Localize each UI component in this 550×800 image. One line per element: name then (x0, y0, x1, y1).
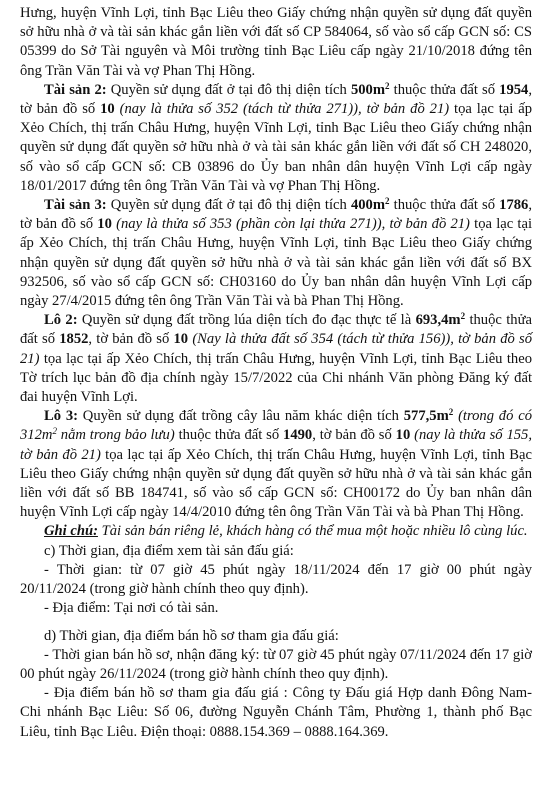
asset-3-text: Quyền sử dụng đất ở tại đô thị diện tích (106, 197, 351, 214)
lot-2-paragraph (20, 311, 532, 407)
lot-3-map-number: 10 (395, 427, 411, 444)
lot-3-note: (nay là thửa số 155, tờ bản đồ 21) (20, 427, 532, 463)
asset-2-text: , tờ bản đồ số (20, 81, 532, 118)
lot-2-text: Quyền sử dụng đất trồng lúa diện tích đo đạc thực tế là (77, 312, 416, 329)
note-paragraph (20, 522, 532, 541)
section-c-time: - Thời gian: từ 07 giờ 45 phút ngày 18/11/2024 đến 17 giờ 00 phút ngày 20/11/2024 (trong giờ hành chính theo quy định). (20, 561, 532, 598)
asset-3-area (351, 197, 390, 213)
asset-2-area-unit-sup: 2 (385, 80, 390, 91)
lot-3-paragraph (20, 407, 532, 522)
asset-3-text: thuộc thửa đất số (389, 197, 500, 214)
asset-2-map-number: 10 (100, 101, 115, 118)
asset-2-note: (nay là thửa số 352 (tách từ thửa 271)), tờ bản đồ 21) (119, 101, 450, 118)
lot-3-area-unit-sup: 2 (448, 407, 454, 418)
asset-3-parcel-number: 1786 (499, 197, 529, 214)
section-c-place: - Địa điểm: Tại nơi có tài sản. (44, 600, 219, 617)
lot-2-map-number: 10 (173, 331, 189, 348)
asset-2-text: tọa lạc tại ấp Xẻo Chích, thị trấn Châu Hưng, huyện Vĩnh Lợi, tỉnh Bạc Liêu theo Giấy chứng nhận quyền sử dụng đất quyền sở hữu nhà ở và tài sản khác gắn liền với đất số CH 248020, số vào sổ cấp GCN số: CB 03896 do Ủy ban nhân dân huyện Vĩnh Lợi cấp ngày 18/01/2017 đứng tên ông Trần Văn Tài và vợ Phan Thị Hồng. (20, 101, 533, 194)
lot-2-label: Lô 2: (44, 312, 78, 329)
asset-3-paragraph (20, 196, 532, 311)
note-label: Ghi chú: (44, 523, 98, 540)
lot-3-text: Quyền sử dụng đất trồng cây lâu năm khác diện tích (78, 408, 404, 425)
lot-3-area (404, 408, 454, 424)
asset-3-text: , tờ bản đồ số (20, 197, 532, 233)
asset-3-map-number: 10 (97, 216, 112, 233)
lot-3-label: Lô 3: (44, 408, 78, 425)
lot-2-text: thuộc thửa đất số (20, 312, 532, 348)
lot-3-text: , tờ bản đồ số (312, 427, 396, 444)
asset-3-note: (nay là thửa số 353 (phần còn lại thửa 271)), tờ bản đồ 21) (116, 216, 470, 233)
section-d-time: - Thời gian bán hồ sơ, nhận đăng ký: từ 07 giờ 45 phút ngày 07/11/2024 đến 17 giờ 00 phút ngày 26/11/2024 (trong giờ hành chính theo quy định). (20, 646, 532, 682)
asset-2-label: Tài sản 2: (44, 81, 107, 98)
lot-3-text: thuộc thửa đất số (174, 427, 284, 444)
paragraph-continuation: Hưng, huyện Vĩnh Lợi, tỉnh Bạc Liêu theo Giấy chứng nhận quyền sử dụng đất quyền sở hữu nhà ở và tài sản khác gắn liền với đất số CP 584064, số vào sổ cấp GCN số: CS 05399 do Sở Tài nguyên và Môi trường tỉnh Bạc Liêu cấp ngày 21/10/2018 đứng tên ông Trần Văn Tài và vợ Phan Thị Hồng. (20, 5, 532, 79)
section-c-heading: c) Thời gian, địa điểm xem tài sản đấu giá: (44, 542, 294, 559)
asset-2-paragraph (20, 81, 532, 196)
note-text: Tài sản bán riêng lẻ, khách hàng có thể mua một hoặc nhiều lô cùng lúc. (97, 523, 528, 540)
lot-3-reserve-note-text: (trong đó có 312m (20, 408, 532, 444)
lot-3-text: tọa lạc tại ấp Xẻo Chích, thị trấn Châu Hưng, huyện Vĩnh Lợi, tỉnh Bạc Liêu theo Giấy chứng nhận quyền sử dụng đất quyền sở hữu nhà ở và tài sản khác gắn liền với đất số BB 184741, số vào sổ cấp GCN số: CH00172 do Ủy ban nhân dân huyện Vĩnh Lợi cấp ngày 14/4/2010 đứng tên ông Trần Văn Tài và bà Phan Thị Hồng. (20, 446, 532, 521)
asset-3-text: tọa lạc tại ấp Xẻo Chích, thị trấn Châu Hưng, huyện Vĩnh Lợi, tỉnh Bạc Liêu theo Giấy chứng nhận quyền sử dụng đất quyền sở hữu nhà ở và tài sản khác gắn liền với đất số BX 932506, số vào sổ cấp GCN số: CH03160 do Ủy ban nhân dân huyện Vĩnh Lợi cấp ngày 27/4/2015 đứng tên ông Trần Văn Tài và bà Phan Thị Hồng. (20, 216, 533, 310)
lot-2-area-unit-sup: 2 (460, 311, 466, 322)
lot-2-parcel-number: 1852 (59, 331, 89, 348)
lot-2-area-value: 693,4m (415, 312, 461, 329)
lot-2-note: (Nay là thửa đất số 354 (tách từ thửa 156)), tờ bản đồ số 21) (20, 331, 532, 367)
lot-2-text: , tờ bản đồ số (88, 331, 174, 348)
lot-3-reserve-note-sup: 2 (52, 426, 57, 437)
section-d-heading: d) Thời gian, địa điểm bán hồ sơ tham gia đấu giá: (44, 627, 339, 644)
asset-3-area-unit-sup: 2 (385, 196, 390, 207)
asset-3-area-value: 400m (350, 197, 385, 214)
lot-3-area-value: 577,5m (403, 408, 449, 425)
asset-2-parcel-number: 1954 (499, 81, 529, 98)
lot-2-text: tọa lạc tại ấp Xẻo Chích, thị trấn Châu Hưng, huyện Vĩnh Lợi, tỉnh Bạc Liêu theo Tờ trích lục bản đồ địa chính ngày 15/7/2022 của Chi nhánh Văn phòng Đăng ký đất đai huyện Vĩnh Lợi. (20, 350, 532, 406)
section-d-place: - Địa điểm bán hồ sơ tham gia đấu giá : Công ty Đấu giá Hợp danh Đông Nam- Chi nhánh Bạc Liêu: Số 06, đường Nguyễn Chánh Tâm, Phường 1, thành phố Bạc Liêu, tỉnh Bạc Liêu. Điện thoại: 0888.154.369 – 0888.164.369. (20, 685, 532, 740)
asset-2-area-value: 500m (350, 81, 385, 98)
lot-3-reserve-note-text: nằm trong bảo lưu) (56, 427, 175, 444)
lot-2-area (416, 312, 466, 328)
asset-2-text: thuộc thửa đất số (389, 81, 500, 98)
asset-2-area (351, 82, 390, 98)
lot-3-parcel-number: 1490 (283, 427, 313, 444)
asset-3-label: Tài sản 3: (44, 197, 107, 214)
asset-2-text: Quyền sử dụng đất ở tại đô thị diện tích (106, 81, 351, 98)
